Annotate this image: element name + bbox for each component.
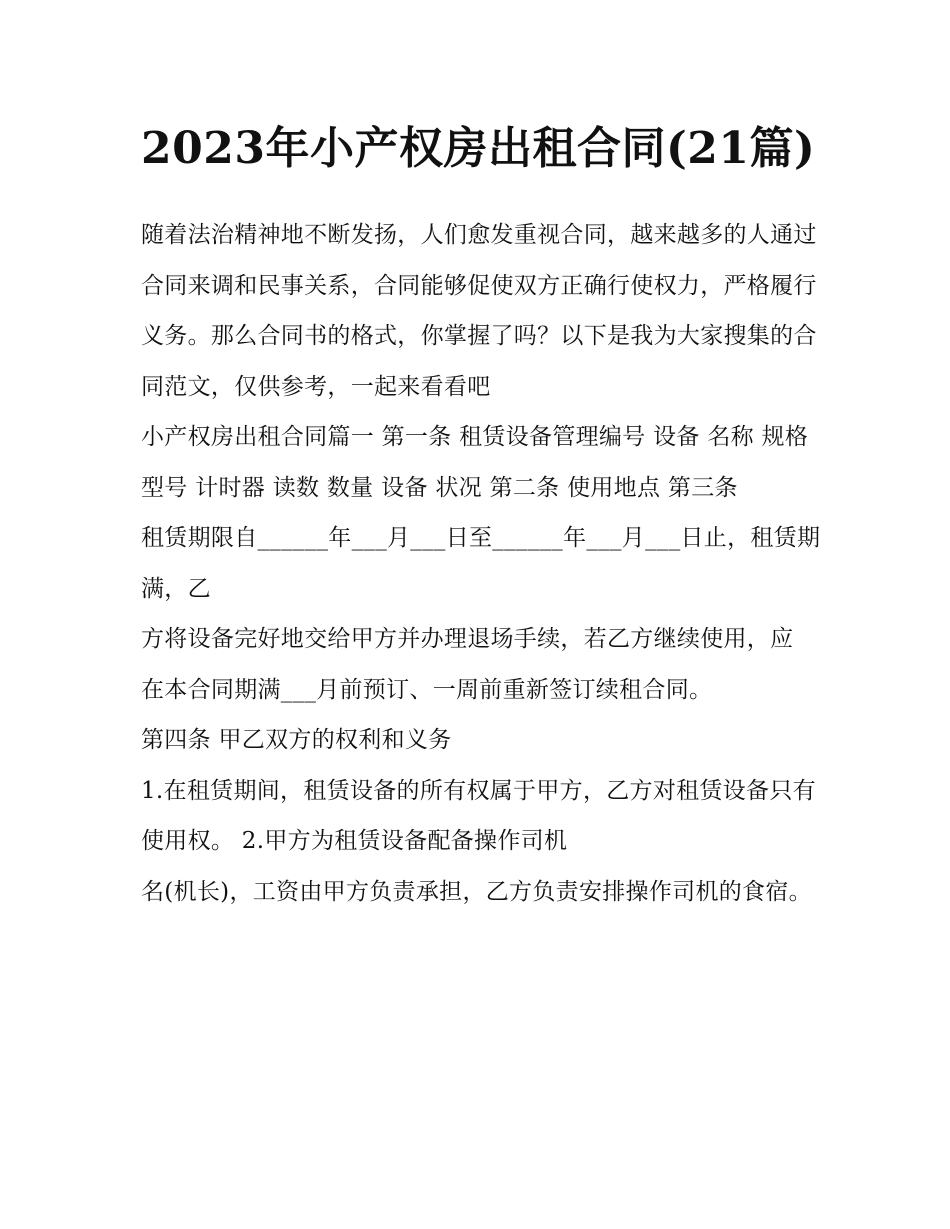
rights-clause-2-paragraph: 名(机长)，工资由甲方负责承担，乙方负责安排操作司机的食宿。 bbox=[141, 878, 812, 905]
lease-term-paragraph: 租赁期限自______年___月___日至______年___月___日止，租赁期满，乙 bbox=[141, 525, 821, 602]
document-title: 2023年小产权房出租合同(21篇) bbox=[141, 123, 816, 174]
document-body bbox=[141, 210, 821, 917]
document-content bbox=[141, 110, 821, 917]
rights-clause-1-paragraph: 1.在租赁期间，租赁设备的所有权属于甲方，乙方对租赁设备只有使用权。 2.甲方为租赁设备配备操作司机 bbox=[141, 777, 816, 854]
intro-paragraph: 随着法治精神地不断发扬，人们愈发重视合同，越来越多的人通过合同来调和民事关系，合同能够促使双方正确行使权力，严格履行义务。那么合同书的格式，你掌握了吗？以下是我为大家搜集的合同范文，仅供参考，一起来看看吧 bbox=[141, 222, 817, 400]
article-4-heading: 第四条 甲乙双方的权利和义务 bbox=[141, 727, 452, 753]
article-1-3-paragraph: 小产权房出租合同篇一 第一条 租赁设备管理编号 设备 名称 规格 型号 计时器 读数 数量 设备 状况 第二条 使用地点 第三条 bbox=[141, 424, 809, 501]
return-equipment-paragraph: 方将设备完好地交给甲方并办理退场手续，若乙方继续使用，应 在本合同期满___月前预订、一周前重新签订续租合同。 bbox=[141, 626, 794, 703]
